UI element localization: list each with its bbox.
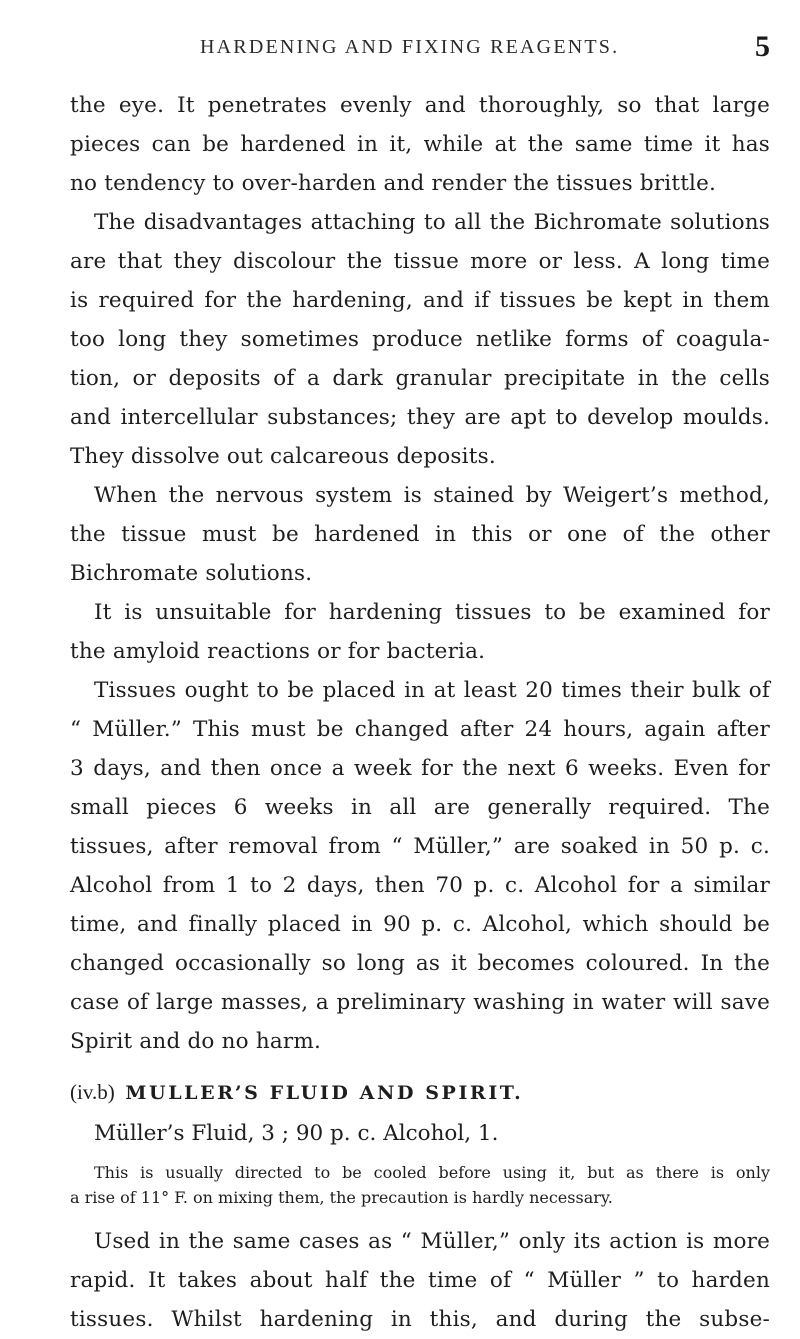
- text-line: Spirit and do no harm.: [70, 1029, 321, 1054]
- text-line: too long they sometimes produce netlike forms of coagula-: [70, 327, 770, 352]
- text-line: the eye. It penetrates evenly and thoroughly, so that large: [70, 93, 770, 118]
- text-line: the tissue must be hardened in this or one of the other: [70, 522, 770, 547]
- paragraph-5: [70, 671, 770, 1061]
- text-line: tissues, after removal from “ Müller,” are soaked in 50 p. c.: [70, 834, 770, 859]
- text-line: Used in the same cases as “ Müller,” only its action is more: [94, 1229, 770, 1254]
- section-heading: [70, 1072, 770, 1112]
- body-text: [70, 86, 770, 1339]
- text-line: time, and finally placed in 90 p. c. Alcohol, which should be: [70, 912, 770, 937]
- paragraph-4: [70, 593, 770, 671]
- text-line: case of large masses, a preliminary washing in water will save: [70, 990, 770, 1015]
- small-text-line: a rise of 11° F. on mixing them, the precaution is hardly necessary.: [70, 1188, 613, 1207]
- text-line: Alcohol from 1 to 2 days, then 70 p. c. Alcohol for a similar: [70, 873, 770, 898]
- running-head: [70, 30, 770, 74]
- footnote-paragraph: [70, 1160, 770, 1210]
- text-line: They dissolve out calcareous deposits.: [70, 444, 496, 469]
- text-line: 3 days, and then once a week for the next 6 weeks. Even for: [70, 756, 770, 781]
- section-title: MULLER’S FLUID AND SPIRIT.: [125, 1082, 524, 1104]
- text-line: Bichromate solutions.: [70, 561, 313, 586]
- running-title: HARDENING AND FIXING REAGENTS.: [200, 36, 620, 58]
- paragraph-6: [70, 1222, 770, 1339]
- page-number: 5: [755, 30, 770, 63]
- text-line: When the nervous system is stained by Weigert’s method,: [94, 483, 770, 508]
- text-line: “ Müller.” This must be changed after 24 hours, again after: [70, 717, 770, 742]
- text-line: rapid. It takes about half the time of “ Müller ” to harden: [70, 1268, 770, 1293]
- paragraph-1: [70, 86, 770, 203]
- text-line: It is unsuitable for hardening tissues to be examined for: [94, 600, 770, 625]
- text-line: no tendency to over-harden and render the tissues brittle.: [70, 171, 717, 196]
- text-line: tion, or deposits of a dark granular precipitate in the cells: [70, 366, 770, 391]
- text-line: small pieces 6 weeks in all are generally required. The: [70, 795, 770, 820]
- text-line: is required for the hardening, and if tissues be kept in them: [70, 288, 770, 313]
- paragraph-2: [70, 203, 770, 476]
- section-label: (iv.b): [70, 1080, 115, 1104]
- small-text-line: This is usually directed to be cooled before using it, but as there is only: [94, 1163, 770, 1182]
- text-line: tissues. Whilst hardening in this, and during the subse-: [70, 1307, 770, 1332]
- paragraph-3: [70, 476, 770, 593]
- text-line: the amyloid reactions or for bacteria.: [70, 639, 486, 664]
- text-line: and intercellular substances; they are apt to develop moulds.: [70, 405, 770, 430]
- formula-line: Müller’s Fluid, 3 ; 90 p. c. Alcohol, 1.: [94, 1121, 499, 1146]
- text-line: The disadvantages attaching to all the Bichromate solutions: [94, 210, 770, 235]
- text-line: pieces can be hardened in it, while at the same time it has: [70, 132, 770, 157]
- text-line: Tissues ought to be placed in at least 20 times their bulk of: [94, 678, 770, 703]
- text-line: are that they discolour the tissue more or less. A long time: [70, 249, 770, 274]
- text-line: changed occasionally so long as it becomes coloured. In the: [70, 951, 770, 976]
